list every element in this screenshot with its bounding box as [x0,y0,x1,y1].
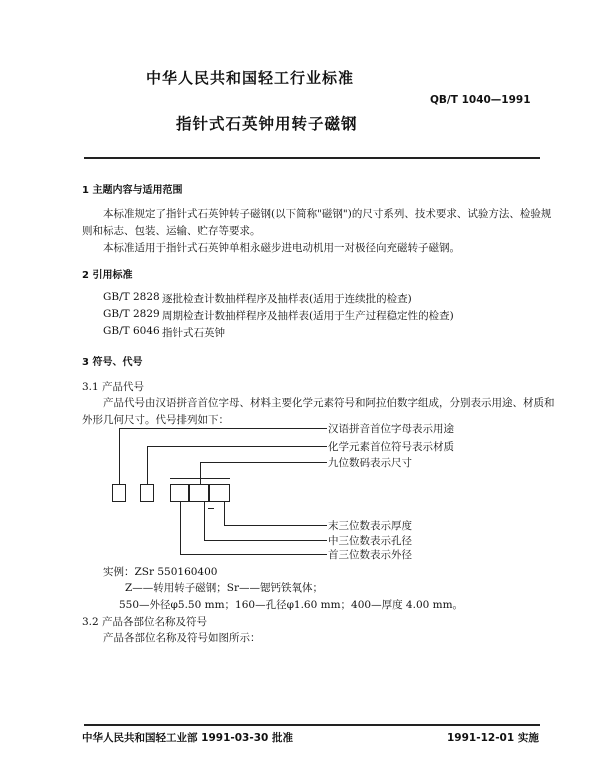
leader-line [147,446,148,484]
leader-line [200,462,201,484]
leader-line [224,502,225,525]
code-box-material [140,484,154,502]
effective-date: 1991-12-01 实施 [447,732,539,744]
section-2-heading: 2 引用标准 [82,270,133,281]
label-hole: 中三位数表示孔径 [328,535,412,547]
section-3-2-line1: 产品各部位名称及符号如图所示： [103,632,261,644]
label-material: 化学元素首位符号表示材质 [328,441,454,453]
reference-code: GB/T 6046 [103,325,160,337]
code-box-use [112,484,126,502]
example-line2: Z——转用转子磁钢；Sr——锶钙铁氧体； [125,582,324,594]
code-box-hole [189,484,209,502]
document-title: 指针式石英钟用转子磁钢 [176,115,358,133]
section-1-para1-line1: 本标准规定了指针式石英钟转子磁钢(以下简称"磁钢")的尺寸系列、技术要求、试验方法、检验规 [103,208,552,220]
org-line: 中华人民共和国轻工行业标准 [146,69,355,87]
footer-rule [84,724,540,726]
reference-title: 周期检查计数抽样程序及抽样表(适用于生产过程稳定性的检查) [162,310,454,322]
reference-title: 逐批检查计数抽样程序及抽样表(适用于连续批的检查) [162,293,412,305]
reference-code: GB/T 2829 [103,308,160,320]
section-3-heading: 3 符号、代号 [82,357,143,368]
header-rule [84,157,540,159]
leader-line [204,540,327,541]
reference-title: 指针式石英钟 [162,327,225,339]
leader-line [147,446,327,447]
leader-line [119,428,327,429]
example-line1: 实例：ZSr 550160400 [103,566,218,578]
section-3-2-heading: 3.2 产品各部位名称及符号 [82,616,208,628]
section-1-heading: 1 主题内容与适用范围 [82,185,183,196]
leader-line [224,525,327,526]
leader-line [180,554,327,555]
section-3-1-heading: 3.1 产品代号 [82,381,145,393]
section-1-para2: 本标准适用于指针式石英钟单相永磁步进电动机用一对极径向充磁转子磁钢。 [103,242,460,254]
leader-line [180,502,181,554]
leader-line [119,428,120,484]
label-size: 九位数码表示尺寸 [328,457,412,469]
standard-code: QB/T 1040—1991 [430,94,531,106]
example-line3: 550—外径φ5.50 mm；160—孔径φ1.60 mm；400—厚度 4.00 mm。 [119,599,464,611]
section-1-para1-line2: 则和标志、包装、运输、贮存等要求。 [82,225,261,237]
section-3-1-line1: 产品代号由汉语拼音首位字母、材料主要化学元素符号和阿拉伯数字组成，分别表示用途、材质和 [103,397,555,409]
code-box-outer [170,484,189,502]
label-outer: 首三位数表示外径 [328,549,412,561]
label-thickness: 末三位数表示厚度 [328,520,412,532]
label-use: 汉语拼音首位字母表示用途 [328,423,454,435]
leader-line [200,462,327,463]
group-bracket [170,478,230,479]
code-box-thickness [209,484,230,502]
reference-code: GB/T 2828 [103,291,160,303]
leader-line [204,502,205,540]
tick-mark [208,508,214,509]
approval-note: 中华人民共和国轻工业部 1991-03-30 批准 [82,732,293,744]
section-3-1-line2: 外形几何尺寸。代号排列如下： [82,414,229,426]
